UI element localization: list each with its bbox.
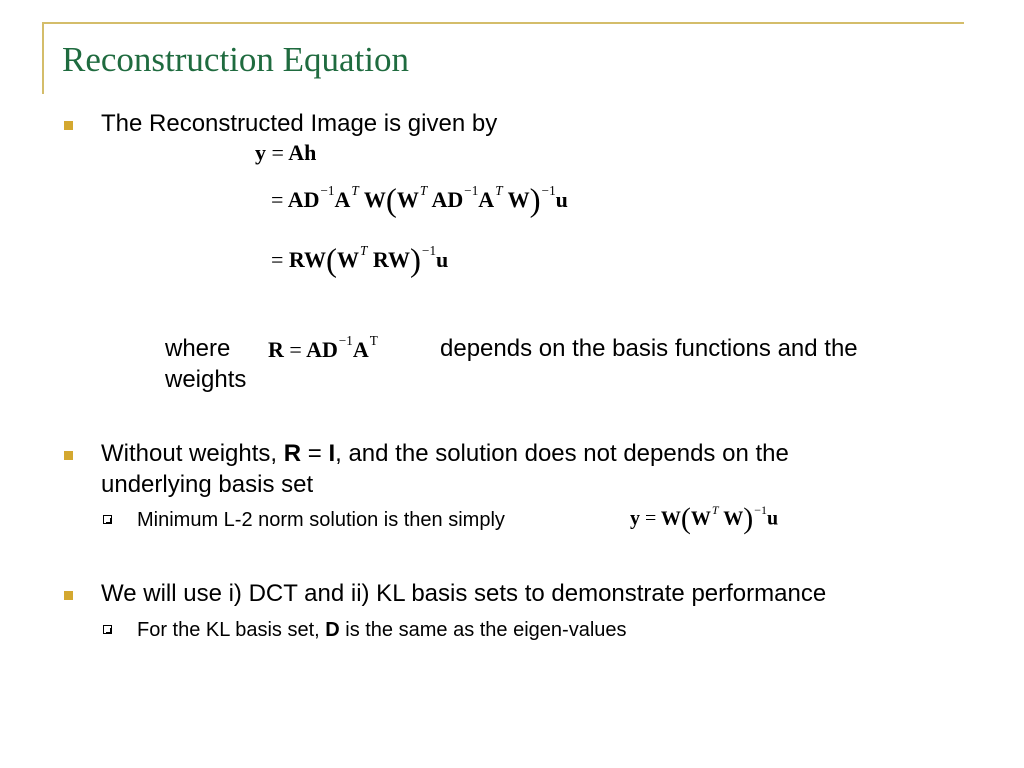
bullet-3-text: We will use i) DCT and ii) KL basis sets to demonstrate performance [101,580,827,607]
bullet-2-line-1: Without weights, R = I, and the solution does not depends on the [101,440,789,467]
bullet-square-icon [64,591,73,600]
bullet-square-icon [64,451,73,460]
sub-bullet-hollow-square-icon [103,625,112,634]
min-norm-equation: $y = W(W^T$ W)$^{-1}$u [630,502,779,535]
sub-bullet-hollow-square-icon [103,515,112,524]
weights-text: weights [165,366,247,393]
sub-bullet-kl-text: For the KL basis set, D is the same as the eigen-values [137,619,627,641]
where-label: where [165,335,231,362]
equation-line-1: y = Ah [255,140,317,165]
sub-bullet-min-norm-text: Minimum L-2 norm solution is then simply [137,509,505,531]
bullet-square-icon [64,121,73,130]
frame-top-rule [42,22,964,24]
equation-line-3: = $RW(W^T$ RW)$^{-1}$u [271,243,449,279]
frame-left-rule [42,22,44,94]
slide-title: Reconstruction Equation [62,40,410,79]
bullet-1-text: The Reconstructed Image is given by [101,110,498,137]
depends-text: depends on the basis functions and the [440,335,858,362]
equation-line-2: = $AD^{-1}A^T$ $W(W^T$ $AD^{-1}A^T$ W)$^{-1}$u [271,183,568,219]
r-definition-equation: $R = AD^{-1}A^T$ [268,333,378,362]
bullet-2-line-2: underlying basis set [101,471,314,498]
